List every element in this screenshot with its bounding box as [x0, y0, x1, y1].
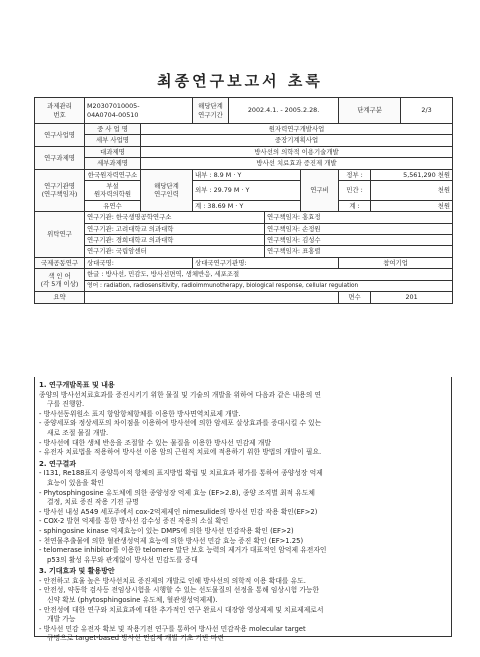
consign-lead: 연구책임자: 손정원 [265, 223, 453, 234]
keywords-ko: 한글 : 방사선, 민감도, 방사선면역, 생체반응, 세포조절 [85, 269, 453, 280]
business-detail: 중장기계획사업 [141, 135, 453, 146]
section-line: - 종양세포와 정상세포의 차이점을 이용하여 방사선에 의한 암세포 살상효과를 증대시킬 수 있는 [39, 419, 322, 428]
business-label: 연구사업명 [35, 124, 85, 147]
consign-label: 위탁연구 [35, 212, 85, 258]
fund-private-label: 민간 : [339, 181, 371, 201]
section-line: - I131, Re188표지 종양특이적 항체의 표지방법 확립 및 치료효과 평가를 통하여 종양성장 억제 [39, 469, 323, 478]
section-line: - 천연물추출물에 의한 혈관생성억제 효능에 의한 방사선 민감 효능 증진 확인 (EF>1.25) [39, 536, 304, 545]
section-line: 구를 진행함. [47, 400, 85, 409]
fund-label: 연구비 [301, 169, 339, 212]
section-line: - sphingosine kinase 억제효능이 있는 DMPS에 의한 방사선 민감작용 확인 (EF>2) [39, 526, 294, 535]
task-detail: 방사선 치료효과 증진제 개발 [141, 158, 453, 169]
project-no-value: M20307010005- 04A0704-00510 [85, 98, 193, 124]
consign-lead: 연구책임자: 홍효정 [265, 212, 453, 223]
consign-org: 연구기관: 한국생명공학연구소 [85, 212, 265, 223]
section-heading: 1. 연구개발목표 및 내용 [39, 381, 115, 389]
page-count-label: 면수 [339, 292, 371, 303]
intl-joint: 참여기업 [339, 257, 453, 268]
section-line: 효능이 있음을 확인 [47, 478, 104, 487]
business-detail-label: 세부 사업명 [85, 135, 141, 146]
section-line: - 방사선 민감 유전자 확보 및 작용기전 연구를 통하여 방사선 민감작용 molecular target [39, 624, 306, 633]
section-line: - 안전성, 약동학 검사등 전임상시험을 시행할 수 있는 선도물질의 선정을 통해 임상시험 가능한 [39, 586, 320, 595]
staff-total: 계 : 38.69 M · Y [193, 200, 301, 211]
task-major-label: 대과제명 [85, 146, 141, 157]
manager-person: 유연수 [85, 200, 141, 211]
section-line: 종양의 방사선치료효과를 증진시키기 위한 물질 및 기술의 개발을 위하여 다음과 같은 내용의 연 [39, 390, 321, 399]
manager-org: 한국원자력연구소 [85, 169, 141, 180]
summary-spacer [85, 292, 339, 303]
section-line: - Phytosphingosine 유도체에 의한 종양성장 억제 효능 (EF>2.8), 종양 조직별 최적 유도체 [39, 488, 315, 497]
manager-dept: 부설 원자력의학원 [85, 181, 141, 201]
section-line: - 방사선에 대한 생체 반응을 조절할 수 있는 물질을 이용한 방사선 민감제 개발 [39, 438, 271, 447]
fund-gov-label: 정부 : [339, 169, 371, 180]
consign-lead: 연구책임자: 표홍렬 [265, 246, 453, 257]
staff-label: 해당단계 연구인력 [141, 169, 193, 212]
section-line: - 안전성에 대한 연구와 치료효과에 대한 추가적인 연구 완료시 대장암 영상제제 및 치료제제로서 [39, 605, 324, 614]
section-line: - COX-2 발현 억제를 통한 방사선 감수성 증진 작용의 소실 확인 [39, 517, 229, 526]
section-heading: 3. 기대효과 및 활용방안 [39, 567, 115, 576]
task-label: 연구과제명 [35, 146, 85, 169]
intl-partner: 상대국명: [85, 257, 193, 268]
summary-body [34, 377, 452, 643]
page-count: 201 [371, 292, 453, 303]
consign-org: 연구기관: 경희대학교 의과대학 [85, 235, 265, 246]
section-line: - 유전자 치료법을 적용하여 방사선 이용 암의 근원적 치료에 적용하기 위한 방법의 개발이 필요. [39, 448, 322, 457]
task-detail-label: 세부과제명 [85, 158, 141, 169]
staff-external: 외부 : 29.79 M · Y [193, 181, 301, 201]
consign-org: 연구기관: 고려대학교 의과대학 [85, 223, 265, 234]
business-major-label: 중 사 업 명 [85, 124, 141, 135]
consign-lead: 연구책임자: 김성수 [265, 235, 453, 246]
intl-label: 국제공동연구 [35, 257, 85, 268]
fund-total: 천원 [371, 200, 453, 211]
project-no-label: 과제관리 번호 [35, 98, 85, 124]
staff-internal: 내부 : 8.9 M · Y [193, 169, 301, 180]
manager-label: 연구기관명 (연구책임자) [35, 169, 85, 212]
intl-institution: 상대국연구기관명: [193, 257, 339, 268]
section-line: 새로 조절 물질 개발. [47, 428, 109, 437]
section-line: p53의 활성 유무와 관계없이 방사선 민감도를 증대 [47, 555, 198, 564]
task-major: 방사선의 의학적 이용기술개발 [141, 146, 453, 157]
section-line: - 안전하고 효율 높은 방사선치료 증진제의 개발로 인해 방사선의 의학적 이용 확대를 유도. [39, 576, 306, 585]
keywords-en: 영어 : radiation, radiosensitivity, radioimmunotherapy, biological response, cellular regulation [85, 280, 453, 291]
fund-private: 천원 [371, 181, 453, 201]
stage-value: 2/3 [401, 98, 453, 124]
stage-label: 단계구분 [339, 98, 401, 124]
fund-gov: 5,561,290 천원 [371, 169, 453, 180]
business-major: 원자력연구개발사업 [141, 124, 453, 135]
section-line: - telomerase inhibitor를 이용한 telomere 말단 보호 능력의 제거가 대표적인 암억제 유전자인 [39, 546, 327, 555]
section-line: - 방사선 내성 A549 세포주에서 cox-2억제제인 nimesulide의 방사선 민감 작용 확인(EF>2) [39, 507, 318, 516]
section-line: 개발 가능 [47, 615, 76, 624]
keywords-label: 색 인 어 (각 5개 이상) [35, 269, 85, 292]
period-value: 2002.4.1. - 2005.2.28. [229, 98, 339, 124]
section-line: 신약 확보 (phytosphingosine 유도체, 혈관생성억제제). [47, 596, 218, 605]
section-line: 규명으로 target-based 방사선 민감제 개발 기초 기반 마련 [47, 634, 224, 643]
period-label: 해당단계 연구기간 [193, 98, 229, 124]
summary-label: 요약 [35, 292, 85, 303]
consign-org: 연구기관: 국립암센터 [85, 246, 265, 257]
section-line: 결정, 치료 증진 작용 기전 규명 [47, 498, 139, 507]
section-line: - 방사선동위원소 표지 항암항체항체를 이용한 방사면역치료제 개발. [39, 409, 241, 418]
section-heading: 2. 연구결과 [39, 459, 77, 468]
report-meta-table [34, 97, 453, 304]
report-title: 최종연구보고서 초록 [157, 72, 323, 90]
fund-total-label: 계 : [339, 200, 371, 211]
